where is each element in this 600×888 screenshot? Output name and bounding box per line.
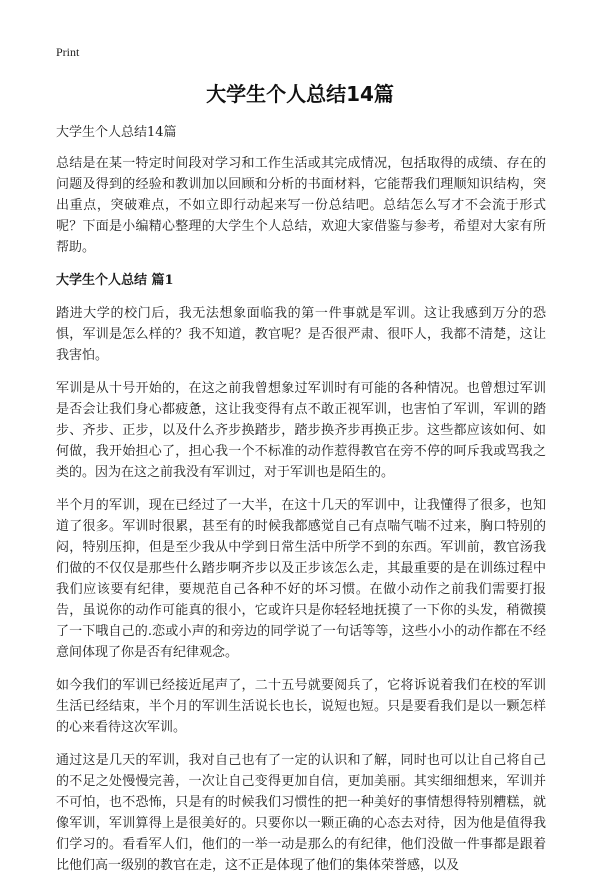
body-paragraph: 踏进大学的校门后，我无法想象面临我的第一件事就是军训。这让我感到万分的恐惧，军训是怎么样的？我不知道，教官呢？是否很严肃、很吓人，我都不清楚，这让我害怕。	[56, 306, 546, 363]
page-title: 大学生个人总结14篇	[206, 82, 394, 106]
section-heading: 大学生个人总结 篇1	[56, 273, 174, 288]
intro-paragraph: 总结是在某一特定时间段对学习和工作生活或其完成情况，包括取得的成绩、存在的问题及得到的经验和教训加以回顾和分析的书面材料，它能帮我们理顺知识结构，突出重点，突破难点，不如立即行动起来写一份总结吧。总结怎么写才不会流于形式呢？下面是小编精心整理的大学生个人总结，欢迎大家借鉴与参考，希望对大家有所帮助。	[56, 156, 546, 255]
body-paragraph: 通过这是几天的军训，我对自己也有了一定的认识和了解，同时也可以让自己将自己的不足之处慢慢完善，一次让自己变得更加自信，更加美丽。其实细细想来，军训并不可怕，也不恐怖，只是有的时候我们习惯性的把一种美好的事情想得特别糟糕，就像军训，军训算得上是很美好的。只要你以一颗正确的心态去对待，因为他是值得我们学习的。看看军人们，他们的一举一动是那么的有纪律，他们没做一件事都是跟着比他们高一级别的教官在走，这不正是体现了他们的集体荣誉感，以及	[56, 753, 546, 873]
body-paragraph: 半个月的军训，现在已经过了一大半，在这十几天的军训中，让我懂得了很多，也知道了很多。军训时很累，甚至有的时候我都感觉自己有点喘气喘不过来，胸口特别的闷，特别压抑，但是至少我从中学到日常生活中所学不到的东西。军训前，教官汤我们做的不仅仅是那些什么踏步啊齐步以及正步该怎么走，其最重要的是在训练过程中我们应该要有纪律，要规范自己各种不好的坏习惯。在做小动作之前我们需要打报告，虽说你的动作可能真的很小，它或许只是你轻轻地抚摸了一下你的头发，稍微摸了一下哦自己的.恋或小声的和旁边的同学说了一句话等等，这些小小的动作都在不经意间体现了你是否有纪律观念。	[56, 498, 546, 660]
body-paragraph: 如今我们的军训已经接近尾声了，二十五号就要阅兵了，它将诉说着我们在校的军训生活已经结束，半个月的军训生活说长也长，说短也短。只是要看我们是以一颗怎样的心来看待这次军训。	[56, 678, 546, 735]
article-body	[56, 122, 546, 888]
article-subtitle: 大学生个人总结14篇	[56, 125, 177, 140]
print-link[interactable]: Print	[56, 45, 80, 59]
body-paragraph: 军训是从十号开始的，在这之前我曾想象过军训时有可能的各种情况。也曾想过军训是否会让我们身心都疲惫，这让我变得有点不敢正视军训，也害怕了军训，军训的踏步、齐步、正步，以及什么齐步换踏步，踏步换齐步再换正步。这些都应该如何、如何做，我开始担心了，担心我一个不标准的动作惹得教官在旁不停的呵斥我或骂我之类的。因为在这之前我没有军训过，对于军训也是陌生的。	[56, 381, 546, 480]
